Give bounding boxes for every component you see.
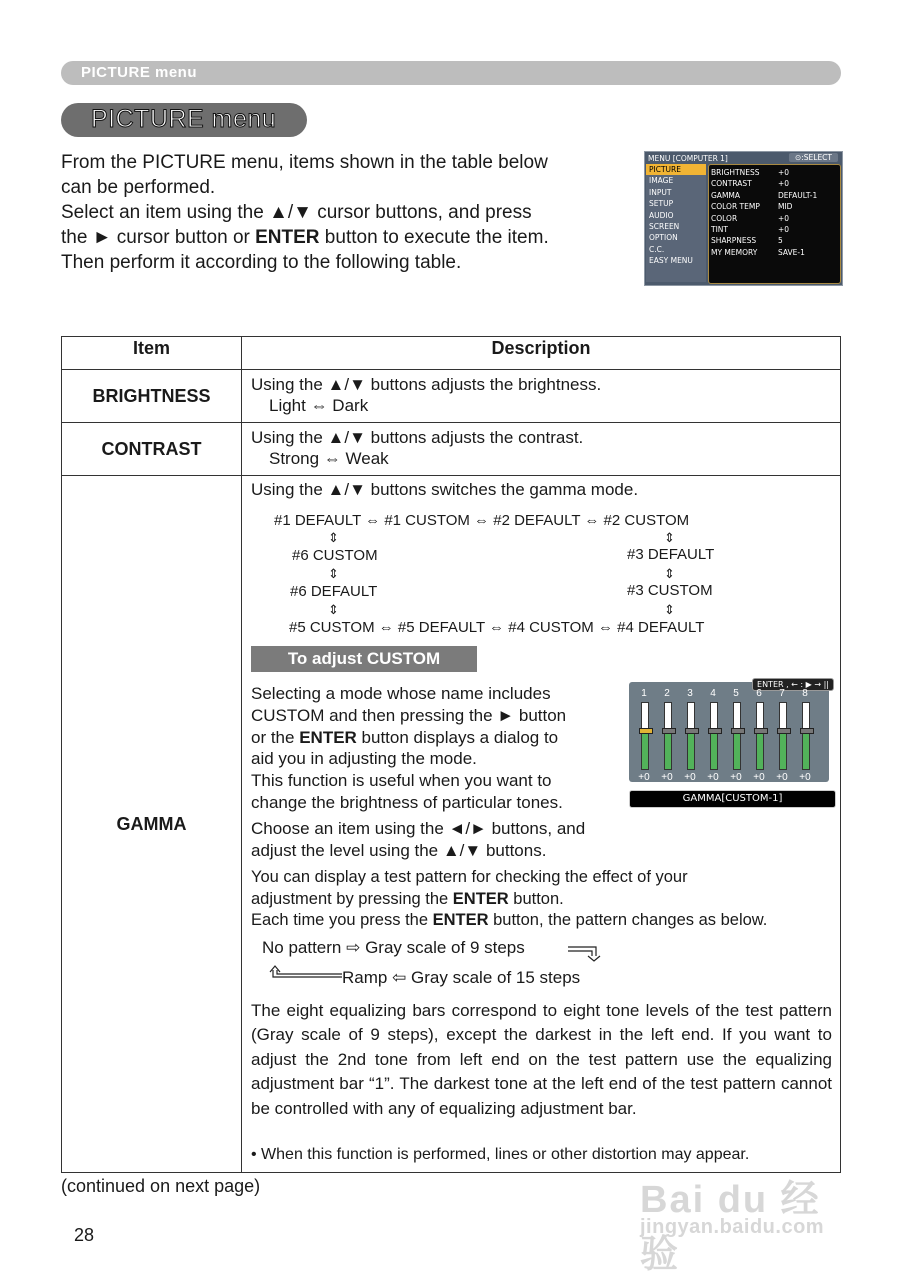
equalizer-bar-2 bbox=[664, 702, 672, 770]
osd-category-cc: C.C. bbox=[649, 244, 665, 254]
bar-value: +0 bbox=[638, 772, 650, 783]
column-header-item: Item bbox=[62, 337, 242, 370]
slider-knob bbox=[708, 728, 722, 734]
osd-item: GAMMA DEFAULT-1 bbox=[711, 190, 818, 200]
gamma-para4: The eight equalizing bars correspond to eight tone levels of the test pattern (Gray scale of 9 steps), except the darkest in the left end. If you want to adjust the 2nd tone from left end on the test pattern use the equalizing adjustment bar “1”. The darkest tone at the left end of the test pattern cannot be controlled with any of equalizing adjustment bar. bbox=[251, 1001, 832, 1118]
bar-value: +0 bbox=[707, 772, 719, 783]
bar-label: 2 bbox=[664, 688, 670, 699]
arrow-updown-icon: ⇕ bbox=[664, 530, 675, 545]
picture-menu-table bbox=[61, 336, 841, 1173]
osd-item: CONTRAST +0 bbox=[711, 179, 790, 189]
description-line: Light ⇔ Dark bbox=[269, 396, 369, 415]
cycle-arrow-up-icon bbox=[268, 964, 344, 980]
equalizer-bar-5 bbox=[733, 702, 741, 770]
description-brightness bbox=[242, 370, 841, 423]
osd-item-list bbox=[708, 164, 841, 284]
osd-item: MY MEMORY SAVE-1 bbox=[711, 247, 805, 257]
watermark-url: jingyan.baidu.com bbox=[640, 1216, 825, 1238]
intro-line: Select an item using the ▲/▼ cursor buttons, and press bbox=[61, 202, 532, 223]
osd-category-easy-menu: EASY MENU bbox=[649, 256, 693, 266]
osd-category-audio: AUDIO bbox=[649, 210, 674, 220]
section-header-bar bbox=[61, 61, 841, 85]
pattern-cycle-line1: No pattern ⇨ Gray scale of 9 steps bbox=[262, 938, 525, 957]
osd-category-screen: SCREEN bbox=[649, 221, 680, 231]
table-row-brightness bbox=[62, 370, 841, 423]
bar-label: 3 bbox=[687, 688, 693, 699]
intro-line: Then perform it according to the following table. bbox=[61, 252, 462, 273]
osd-item: COLOR +0 bbox=[711, 213, 790, 223]
slider-knob bbox=[777, 728, 791, 734]
bar-label: 6 bbox=[756, 688, 762, 699]
column-header-description: Description bbox=[242, 337, 841, 370]
equalizer-bar-8 bbox=[802, 702, 810, 770]
equalizer-bar-6 bbox=[756, 702, 764, 770]
gamma-chain-left1: #6 CUSTOM bbox=[292, 547, 378, 564]
osd-category-input: INPUT bbox=[649, 187, 672, 197]
slider-knob bbox=[639, 728, 653, 734]
adjust-custom-heading: To adjust CUSTOM bbox=[251, 646, 477, 672]
osd-category-image: IMAGE bbox=[649, 176, 674, 186]
gamma-para2: Choose an item using the ◄/► buttons, and adjust the level using the ▲/▼ buttons. bbox=[251, 819, 586, 860]
gamma-equalizer-dialog bbox=[629, 682, 834, 806]
equalizer-bar-1 bbox=[641, 702, 649, 770]
bar-label: 1 bbox=[641, 688, 647, 699]
intro-line: the ► cursor button or ENTER button to execute the item. bbox=[61, 227, 549, 248]
pattern-cycle-line2: Ramp ⇦ Gray scale of 15 steps bbox=[342, 968, 581, 987]
description-contrast bbox=[242, 423, 841, 476]
osd-item: TINT +0 bbox=[711, 225, 790, 234]
bar-value: +0 bbox=[730, 772, 742, 783]
description-line: Using the ▲/▼ buttons adjusts the brightness. bbox=[251, 375, 602, 394]
arrow-updown-icon: ⇕ bbox=[328, 530, 339, 545]
intro-line: From the PICTURE menu, items shown in the table below bbox=[61, 152, 548, 173]
slider-knob bbox=[662, 728, 676, 734]
equalizer-bar-4 bbox=[710, 702, 718, 770]
continued-note: (continued on next page) bbox=[61, 1176, 261, 1196]
equalizer-bar-7 bbox=[779, 702, 787, 770]
table-row-gamma bbox=[62, 476, 841, 1173]
osd-category-picture: PICTURE bbox=[646, 164, 706, 175]
item-contrast: CONTRAST bbox=[62, 423, 242, 476]
gamma-chain-right1: #3 DEFAULT bbox=[627, 546, 715, 563]
bar-label: 7 bbox=[779, 688, 785, 699]
enter-hint: ENTER , ← : ▶ → || bbox=[752, 678, 834, 691]
description-line: Using the ▲/▼ buttons adjusts the contrast. bbox=[251, 428, 584, 447]
page-title-pill bbox=[61, 103, 307, 137]
slider-knob bbox=[800, 728, 814, 734]
osd-item: SHARPNESS 5 bbox=[711, 236, 783, 246]
cycle-arrow-down-icon bbox=[568, 944, 602, 962]
table-header-row bbox=[62, 337, 841, 370]
osd-item: COLOR TEMP MID bbox=[711, 202, 793, 212]
arrow-updown-icon: ⇕ bbox=[328, 566, 339, 581]
intro-paragraph bbox=[61, 150, 631, 275]
page-title: PICTURE menu bbox=[91, 105, 277, 133]
osd-category-list bbox=[646, 164, 706, 282]
osd-title: MENU [COMPUTER 1] bbox=[648, 154, 728, 163]
bar-label: 4 bbox=[710, 688, 716, 699]
gamma-note: • When this function is performed, lines or other distortion may appear. bbox=[251, 1146, 750, 1163]
equalizer-footer: GAMMA[CUSTOM-1] bbox=[629, 790, 836, 808]
osd-category-option: OPTION bbox=[649, 233, 678, 243]
item-gamma: GAMMA bbox=[62, 476, 242, 1173]
equalizer-bar-3 bbox=[687, 702, 695, 770]
intro-line: can be performed. bbox=[61, 177, 216, 198]
description-gamma bbox=[242, 476, 841, 1173]
page-number: 28 bbox=[74, 1225, 95, 1245]
gamma-chain-left2: #6 DEFAULT bbox=[290, 583, 378, 600]
arrow-updown-icon: ⇕ bbox=[664, 566, 675, 581]
bar-value: +0 bbox=[799, 772, 811, 783]
slider-knob bbox=[731, 728, 745, 734]
bar-value: +0 bbox=[753, 772, 765, 783]
bar-value: +0 bbox=[661, 772, 673, 783]
gamma-chain-top: #1 DEFAULT ⇔ #1 CUSTOM ⇔ #2 DEFAULT ⇔ #2 CUSTOM bbox=[274, 512, 690, 529]
watermark-logo: Bai du 经验 bbox=[640, 1179, 821, 1276]
osd-menu-screenshot bbox=[644, 151, 843, 286]
section-label: PICTURE menu bbox=[81, 64, 198, 81]
bar-value: +0 bbox=[776, 772, 788, 783]
bar-label: 5 bbox=[733, 688, 739, 699]
arrow-updown-icon: ⇕ bbox=[664, 602, 675, 617]
osd-category-setup: SETUP bbox=[649, 199, 674, 209]
table-row-contrast bbox=[62, 423, 841, 476]
gamma-para1: Selecting a mode whose name includes CUSTOM and then pressing the ► button or the ENTER button displays a dialog to aid you in adjusting the mode. This function is useful when you want to change the brightness of particular tones. bbox=[251, 684, 567, 812]
gamma-chain-right2: #3 CUSTOM bbox=[627, 582, 713, 599]
gamma-intro: Using the ▲/▼ buttons switches the gamma mode. bbox=[251, 480, 639, 499]
bar-value: +0 bbox=[684, 772, 696, 783]
gamma-chain-bottom: #5 CUSTOM ⇔ #5 DEFAULT ⇔ #4 CUSTOM ⇔ #4 DEFAULT bbox=[289, 619, 705, 636]
osd-item: BRIGHTNESS +0 bbox=[711, 168, 790, 177]
bar-label: 8 bbox=[802, 688, 808, 699]
slider-knob bbox=[754, 728, 768, 734]
gamma-para3: You can display a test pattern for checking the effect of your adjustment by pressing the ENTER button. Each time you press the ENTER button, the pattern changes as below. bbox=[251, 868, 768, 929]
item-brightness: BRIGHTNESS bbox=[62, 370, 242, 423]
description-line: Strong ⇔ Weak bbox=[269, 449, 389, 468]
osd-select-hint: ⊙:SELECT bbox=[789, 153, 838, 162]
baidu-watermark bbox=[640, 1168, 845, 1276]
slider-knob bbox=[685, 728, 699, 734]
arrow-updown-icon: ⇕ bbox=[328, 602, 339, 617]
